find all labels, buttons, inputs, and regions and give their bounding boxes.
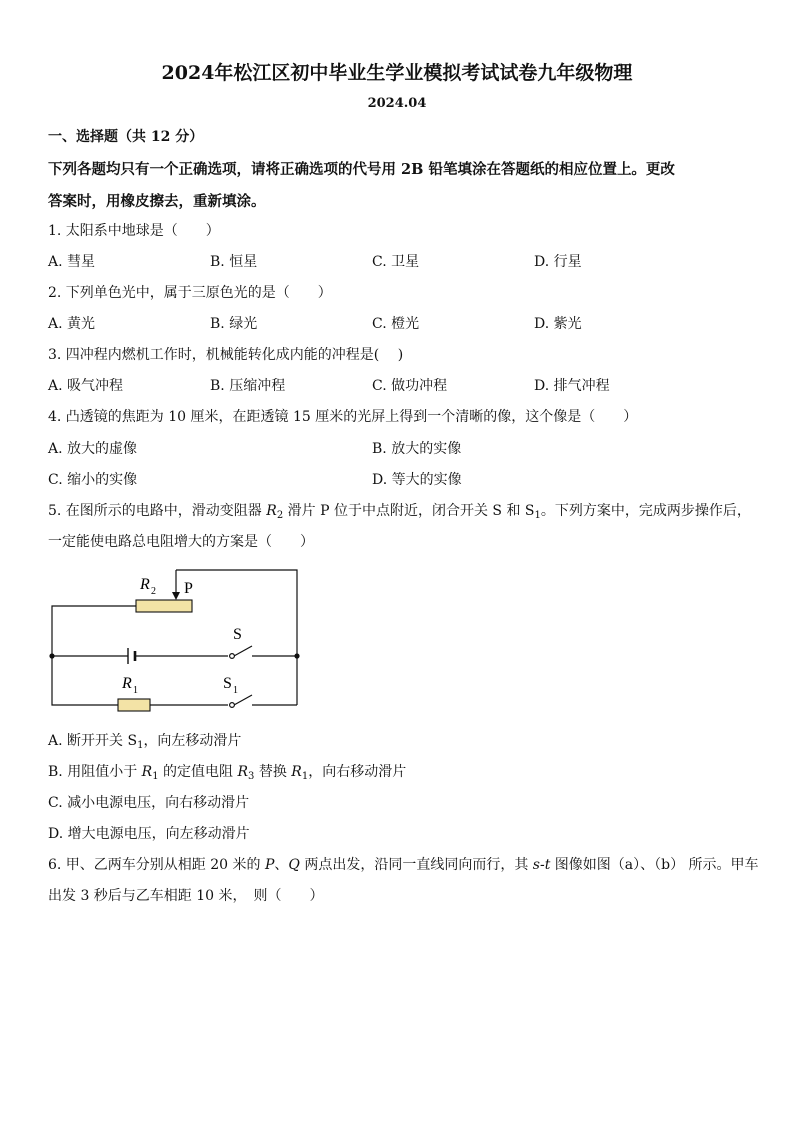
exam-date: 2024.04 [367, 96, 427, 111]
q2-option-c: C. 橙光 [372, 316, 420, 332]
question-4-stem: 4. 凸透镜的焦距为 10 厘米，在距透镜 15 厘米的光屏上得到一个清晰的像，这个像是（ ） [48, 409, 638, 425]
question-6-stem-line-1: 6. 甲、乙两车分别从相距 20 米的 P、Q 两点出发，沿同一直线同向而行，其 s-t 图像如图（a）、（b） 所示。甲车 [48, 857, 759, 873]
junction-right [294, 653, 299, 658]
switch-s1-pivot [230, 703, 235, 708]
question-5-stem-line-1: 5. 在图所示的电路中，滑动变阻器 $R_2$ 滑片 P 位于中点附近，闭合开关 S 和 $S_1$。下列方案中，完成两步操作后， [48, 503, 751, 521]
wire-top-right [176, 570, 297, 656]
q2-option-a: A. 黄光 [48, 316, 96, 332]
question-5-stem-line-2: 一定能使电路总电阻增大的方案是（ ） [48, 534, 314, 550]
section-heading: 一、选择题（共 12 分） [48, 129, 204, 145]
switch-s-pivot [230, 654, 235, 659]
switch-s-blade [234, 646, 252, 656]
q3-option-a: A. 吸气冲程 [48, 378, 124, 394]
instruction-line-1: 下列各题均只有一个正确选项，请将正确选项的代号用 2B 铅笔填涂在答题纸的相应位置上。更改 [48, 161, 675, 178]
q3-option-c: C. 做功冲程 [372, 378, 448, 394]
q1-option-c: C. 卫星 [372, 254, 420, 270]
label-s1-sub: 1 [233, 685, 238, 696]
question-1-stem: 1. 太阳系中地球是（ ） [48, 223, 220, 239]
slider-arrow-head [172, 592, 180, 600]
q4-option-b: B. 放大的实像 [372, 441, 462, 457]
label-r1-sub: 1 [133, 685, 138, 696]
q4-option-a: A. 放大的虚像 [48, 441, 138, 457]
q4-option-c: C. 缩小的实像 [48, 472, 138, 488]
wire-bottom-left [52, 656, 118, 705]
switch-s1-blade [234, 695, 252, 705]
question-3-stem: 3. 四冲程内燃机工作时，机械能转化成内能的冲程是( ) [48, 347, 404, 363]
label-r2-sub: 2 [151, 586, 156, 597]
q5-option-b: B. 用阻值小于 $R_1$ 的定值电阻 $R_3$ 替换 $R_1$，向右移动滑片 [48, 764, 407, 782]
q5-option-d: D. 增大电源电压，向左移动滑片 [48, 826, 250, 842]
q2-option-b: B. 绿光 [210, 316, 258, 332]
q5-option-c: C. 减小电源电压，向右移动滑片 [48, 795, 250, 811]
q1-option-b: B. 恒星 [210, 254, 258, 270]
junction-left [49, 653, 54, 658]
question-6-stem-line-2: 出发 3 秒后与乙车相距 10 米， 则（ ） [48, 888, 324, 904]
page-title: 2024年松江区初中毕业生学业模拟考试试卷九年级物理 [161, 62, 633, 84]
circuit-diagram [40, 562, 310, 718]
resistor-r1 [118, 699, 150, 711]
q2-option-d: D. 紫光 [534, 316, 582, 332]
label-s1: S [223, 675, 232, 692]
q1-option-a: A. 彗星 [48, 254, 96, 270]
q3-option-b: B. 压缩冲程 [210, 378, 286, 394]
q5-option-a: A. 断开开关 $S_1$，向左移动滑片 [48, 733, 242, 751]
instruction-line-2: 答案时，用橡皮擦去，重新填涂。 [48, 193, 266, 210]
resistor-r2 [136, 600, 192, 612]
label-r2: R [140, 576, 150, 593]
label-r1: R [122, 675, 132, 692]
q1-option-d: D. 行星 [534, 254, 582, 270]
question-2-stem: 2. 下列单色光中，属于三原色光的是（ ） [48, 285, 332, 301]
wire-r2-left [52, 606, 136, 656]
q3-option-d: D. 排气冲程 [534, 378, 610, 394]
label-s: S [233, 626, 242, 643]
q4-option-d: D. 等大的实像 [372, 472, 462, 488]
label-p: P [184, 580, 193, 597]
